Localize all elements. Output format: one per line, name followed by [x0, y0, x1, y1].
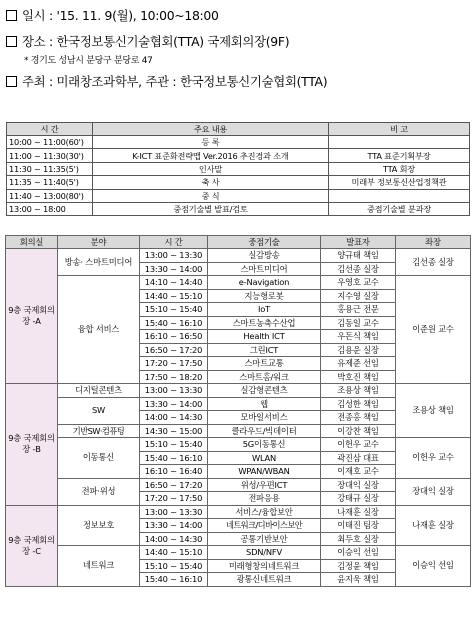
- session-table: [5, 235, 471, 587]
- event-place: [6, 32, 289, 50]
- session-tech: e-Navigation: [208, 276, 321, 290]
- schedule-header-note: 비 고: [329, 123, 470, 136]
- schedule-time: 10:00 ~ 11:00(60'): [7, 136, 93, 149]
- session-header-tech: 중점기술: [208, 236, 321, 249]
- room-c: 9층 국제회의장 -C: [6, 505, 58, 586]
- session-speaker: 이태진 팀장: [321, 519, 396, 533]
- session-tech: 네트워크/디바이스보안: [208, 519, 321, 533]
- session-time: 14:00 ~ 14:30: [140, 411, 208, 425]
- schedule-row: [7, 189, 470, 202]
- schedule-note: TTA 표준기획부장: [329, 149, 470, 162]
- session-tech: IoT: [208, 303, 321, 317]
- chair-convergence: 이준원 교수: [396, 276, 471, 384]
- session-speaker: 이재호 교수: [321, 465, 396, 479]
- chair-security: 나재훈 실장: [396, 505, 471, 546]
- session-speaker: 유제준 선임: [321, 357, 396, 371]
- session-tech: 스마트교통: [208, 357, 321, 371]
- checkbox-bullet: [6, 10, 17, 21]
- session-header-speaker: 발표자: [321, 236, 396, 249]
- session-time: 17:20 ~ 17:50: [140, 492, 208, 506]
- field-broadcast: 방송· 스마트미디어: [58, 249, 140, 276]
- schedule-time: 13:00 ~ 18:00: [7, 202, 93, 215]
- room-a: 9층 국제회의장 -A: [6, 249, 58, 384]
- session-time: 15:40 ~ 16:10: [140, 451, 208, 465]
- schedule-time: 11:00 ~ 11:30(30'): [7, 149, 93, 162]
- session-speaker: 전종홍 책임: [321, 411, 396, 425]
- session-speaker: 홍용근 전문: [321, 303, 396, 317]
- schedule-content: 등 록: [93, 136, 329, 149]
- session-speaker: 김동일 교수: [321, 316, 396, 330]
- session-tech: 실감형콘텐츠: [208, 384, 321, 398]
- chair-mobile: 이헌우 교수: [396, 438, 471, 479]
- session-time: 14:30 ~ 15:00: [140, 424, 208, 438]
- session-time: 15:40 ~ 16:10: [140, 316, 208, 330]
- session-time: 13:30 ~ 14:00: [140, 262, 208, 276]
- session-tech: WPAN/WBAN: [208, 465, 321, 479]
- schedule-header-content: 주요 내용: [93, 123, 329, 136]
- schedule-row: [7, 202, 470, 215]
- session-speaker: 윤지욱 책임: [321, 573, 396, 587]
- field-mobile: 이동통신: [58, 438, 140, 479]
- session-header-room: 회의실: [6, 236, 58, 249]
- session-time: 14:00 ~ 14:30: [140, 532, 208, 546]
- schedule-note: [329, 189, 470, 202]
- schedule-content: 축 사: [93, 176, 329, 189]
- schedule-row: [7, 162, 470, 175]
- session-time: 16:10 ~ 16:40: [140, 465, 208, 479]
- schedule-row: [7, 149, 470, 162]
- field-convergence: 융합 서비스: [58, 276, 140, 384]
- session-tech: 스마트홈/워크: [208, 370, 321, 384]
- session-row: [6, 505, 471, 519]
- chair-radio: 장대익 실장: [396, 478, 471, 505]
- session-speaker: 박호진 책임: [321, 370, 396, 384]
- session-tech: 광통신네트워크: [208, 573, 321, 587]
- field-sw: SW: [58, 397, 140, 424]
- session-row: [6, 384, 471, 398]
- chair-network: 이승익 선임: [396, 546, 471, 587]
- schedule-content: K-ICT 표준화전략맵 Ver.2016 추진경과 소개: [93, 149, 329, 162]
- checkbox-bullet: [6, 76, 17, 87]
- schedule-table: [6, 122, 470, 216]
- session-time: 14:40 ~ 15:10: [140, 546, 208, 560]
- session-speaker: 김용운 실장: [321, 343, 396, 357]
- schedule-time: 11:35 ~ 11:40(5'): [7, 176, 93, 189]
- session-tech: 실감방송: [208, 249, 321, 263]
- session-time: 14:40 ~ 15:10: [140, 289, 208, 303]
- session-speaker: 이강찬 책임: [321, 424, 396, 438]
- session-tech: WLAN: [208, 451, 321, 465]
- session-time: 13:30 ~ 14:00: [140, 397, 208, 411]
- session-speaker: 곽진삼 대표: [321, 451, 396, 465]
- schedule-row: [7, 136, 470, 149]
- checkbox-bullet: [6, 36, 17, 47]
- session-header-chair: 좌장: [396, 236, 471, 249]
- session-time: 17:50 ~ 18:20: [140, 370, 208, 384]
- session-time: 13:00 ~ 13:30: [140, 384, 208, 398]
- session-speaker: 김정윤 책임: [321, 559, 396, 573]
- event-date: [6, 6, 219, 24]
- session-speaker: 우영호 교수: [321, 276, 396, 290]
- session-speaker: 김성한 책임: [321, 397, 396, 411]
- room-b: 9층 국제회의장 -B: [6, 384, 58, 506]
- session-speaker: 이헌우 교수: [321, 438, 396, 452]
- session-time: 15:10 ~ 15:40: [140, 438, 208, 452]
- session-header-row: [6, 236, 471, 249]
- session-time: 13:30 ~ 14:00: [140, 519, 208, 533]
- session-speaker: 조용상 책임: [321, 384, 396, 398]
- session-header-time: 시 간: [140, 236, 208, 249]
- event-date-text: 일시 : '15. 11. 9(월), 10:00~18:00: [22, 8, 219, 23]
- field-radio: 전파·위성: [58, 478, 140, 505]
- schedule-content: 인사말: [93, 162, 329, 175]
- event-host: [6, 72, 327, 90]
- session-tech: Health ICT: [208, 330, 321, 344]
- field-digital-content: 디지털콘텐츠: [58, 384, 140, 398]
- session-tech: 공통기반보안: [208, 532, 321, 546]
- schedule-content: 중 식: [93, 189, 329, 202]
- session-header-field: 분야: [58, 236, 140, 249]
- schedule-note: [329, 136, 470, 149]
- session-time: 17:20 ~ 17:50: [140, 357, 208, 371]
- session-tech: 클라우드/빅데이터: [208, 424, 321, 438]
- session-speaker: 장대익 실장: [321, 478, 396, 492]
- session-tech: SDN/NFV: [208, 546, 321, 560]
- session-tech: 지능형로봇: [208, 289, 321, 303]
- session-time: 15:10 ~ 15:40: [140, 559, 208, 573]
- session-speaker: 이승익 선임: [321, 546, 396, 560]
- session-time: 15:10 ~ 15:40: [140, 303, 208, 317]
- schedule-content: 중점기술별 발표/검토: [93, 202, 329, 215]
- session-tech: 미래형창의네트워크: [208, 559, 321, 573]
- session-speaker: 양규태 책임: [321, 249, 396, 263]
- session-tech: 그린ICT: [208, 343, 321, 357]
- event-host-text: 주최 : 미래창조과학부, 주관 : 한국정보통신기술협회(TTA): [22, 74, 328, 89]
- session-row: [6, 438, 471, 452]
- session-tech: 스마트미디어: [208, 262, 321, 276]
- schedule-header-row: [7, 123, 470, 136]
- session-speaker: 지수영 실장: [321, 289, 396, 303]
- session-time: 15:40 ~ 16:10: [140, 573, 208, 587]
- schedule-time: 11:40 ~ 13:00(80'): [7, 189, 93, 202]
- schedule-time: 11:30 ~ 11:35(5'): [7, 162, 93, 175]
- session-time: 13:00 ~ 13:30: [140, 505, 208, 519]
- field-network: 네트워크: [58, 546, 140, 587]
- session-tech: 서비스/융합보안: [208, 505, 321, 519]
- chair-content-sw: 조용상 책임: [396, 384, 471, 438]
- session-tech: 웹: [208, 397, 321, 411]
- schedule-row: [7, 176, 470, 189]
- session-row: [6, 546, 471, 560]
- session-tech: 스마트농축수산업: [208, 316, 321, 330]
- session-tech: 모바일서비스: [208, 411, 321, 425]
- chair-broadcast: 김선종 실장: [396, 249, 471, 276]
- session-time: 16:50 ~ 17:20: [140, 478, 208, 492]
- schedule-note: TTA 회장: [329, 162, 470, 175]
- session-tech: 전파응용: [208, 492, 321, 506]
- session-speaker: 최두호 실장: [321, 532, 396, 546]
- schedule-note: 중점기술별 분과장: [329, 202, 470, 215]
- field-security: 정보보호: [58, 505, 140, 546]
- session-speaker: 나재훈 실장: [321, 505, 396, 519]
- session-time: 16:10 ~ 16:50: [140, 330, 208, 344]
- session-row: [6, 249, 471, 263]
- session-speaker: 우돈식 책임: [321, 330, 396, 344]
- session-speaker: 김선종 실장: [321, 262, 396, 276]
- field-cloud: 기반SW·컴퓨팅: [58, 424, 140, 438]
- schedule-note: 미래부 정보통신산업정책관: [329, 176, 470, 189]
- session-time: 14:10 ~ 14:40: [140, 276, 208, 290]
- session-tech: 위성/우편ICT: [208, 478, 321, 492]
- session-row: [6, 276, 471, 290]
- session-row: [6, 478, 471, 492]
- session-time: 13:00 ~ 13:30: [140, 249, 208, 263]
- event-address: * 경기도 성남시 분당구 분당로 47: [24, 56, 153, 66]
- session-time: 16:50 ~ 17:20: [140, 343, 208, 357]
- schedule-header-time: 시 간: [7, 123, 93, 136]
- event-place-text: 장소 : 한국정보통신기술협회(TTA) 국제회의장(9F): [22, 34, 290, 49]
- session-speaker: 강태규 실장: [321, 492, 396, 506]
- session-tech: 5G이동통신: [208, 438, 321, 452]
